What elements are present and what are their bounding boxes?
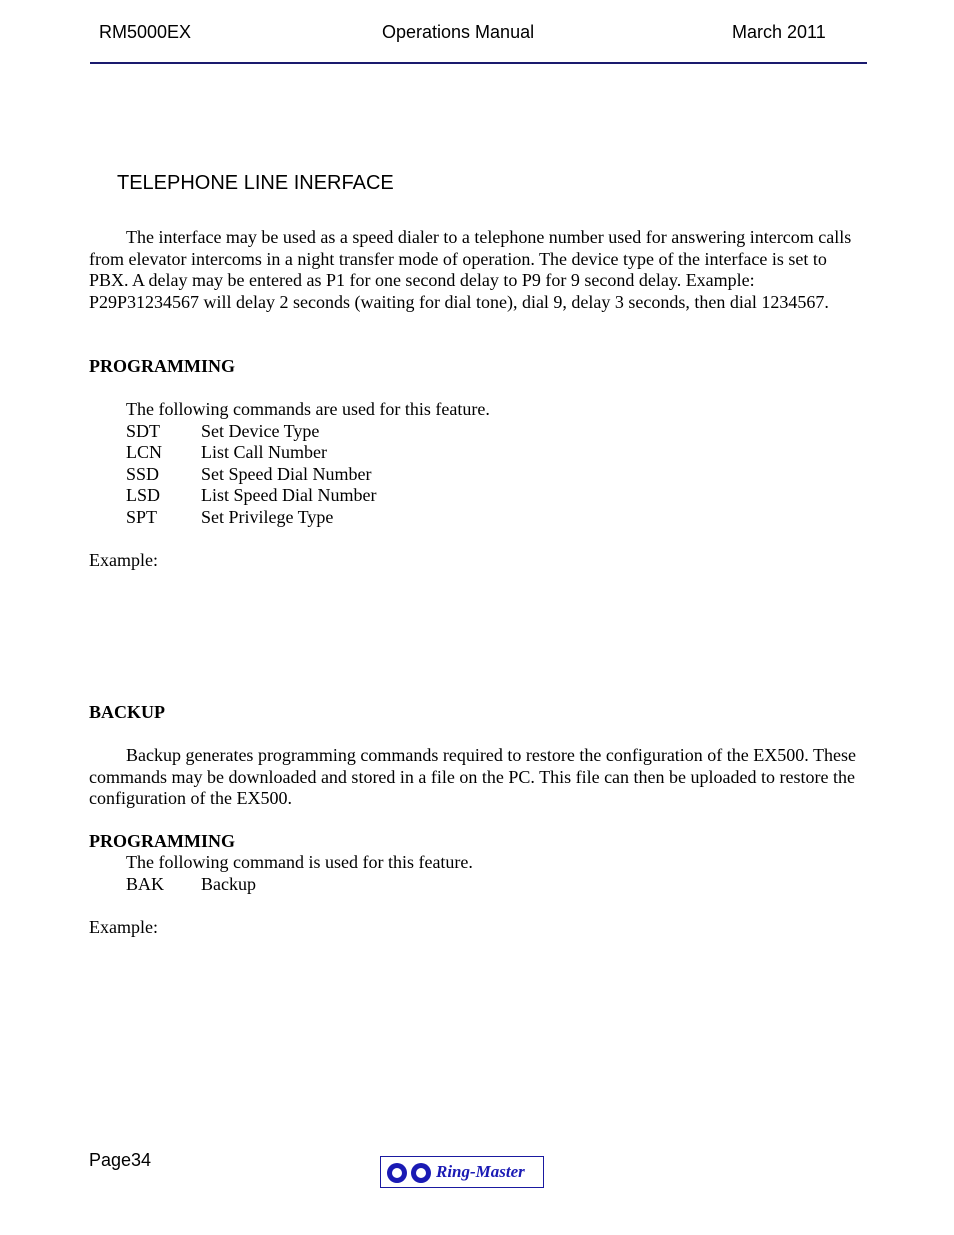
backup-text: Backup generates programming commands required to restore the configuration of the EX500. These commands may be downloaded and stored in a file on the PC. This file can then be uploaded to restore the configuration of the EX500.	[89, 745, 856, 809]
programming-heading-1: PROGRAMMING	[89, 356, 235, 376]
command-desc: List Speed Dial Number	[201, 485, 377, 505]
command-code: LSD	[126, 485, 161, 505]
command-desc: Set Device Type	[201, 421, 320, 441]
command-code: BAK	[126, 874, 165, 894]
header-model: RM5000EX	[99, 22, 192, 42]
command-desc: List Call Number	[201, 442, 327, 462]
command-desc: Set Speed Dial Number	[201, 464, 372, 484]
header-doc-title: Operations Manual	[382, 22, 535, 42]
section-title: TELEPHONE LINE INERFACE	[117, 172, 394, 194]
programming-lead-2: The following command is used for this feature.	[126, 852, 473, 872]
ring-icon	[387, 1163, 407, 1183]
ring-master-logo	[380, 1156, 544, 1188]
command-code: SDT	[126, 421, 161, 441]
header-date: March 2011	[732, 22, 826, 42]
intro-paragraph	[89, 227, 864, 313]
backup-heading: BACKUP	[89, 702, 165, 722]
programming-lead-1: The following commands are used for this feature.	[126, 399, 490, 419]
intro-text: The interface may be used as a speed dialer to a telephone number used for answering intercom calls from elevator intercoms in a night transfer mode of operation. The device type of the interface is set to PBX. A delay may be entered as P1 for one second delay to P9 for 9 second delay. Example: P29P31234567 will delay 2 seconds (waiting for dial tone), dial 9, delay 3 seconds, then dial 1234567.	[89, 227, 852, 312]
example-label-1: Example:	[89, 550, 158, 570]
backup-paragraph	[89, 745, 864, 810]
command-code: SPT	[126, 507, 158, 527]
programming-heading-2: PROGRAMMING	[89, 831, 235, 851]
example-label-2: Example:	[89, 917, 158, 937]
ring-icon	[411, 1163, 431, 1183]
command-desc: Backup	[201, 874, 256, 894]
command-code: SSD	[126, 464, 160, 484]
command-code: LCN	[126, 442, 162, 462]
page-number: Page34	[89, 1150, 152, 1170]
command-desc: Set Privilege Type	[201, 507, 334, 527]
logo-text: Ring-Master	[436, 1162, 525, 1181]
header-rule	[90, 62, 867, 64]
